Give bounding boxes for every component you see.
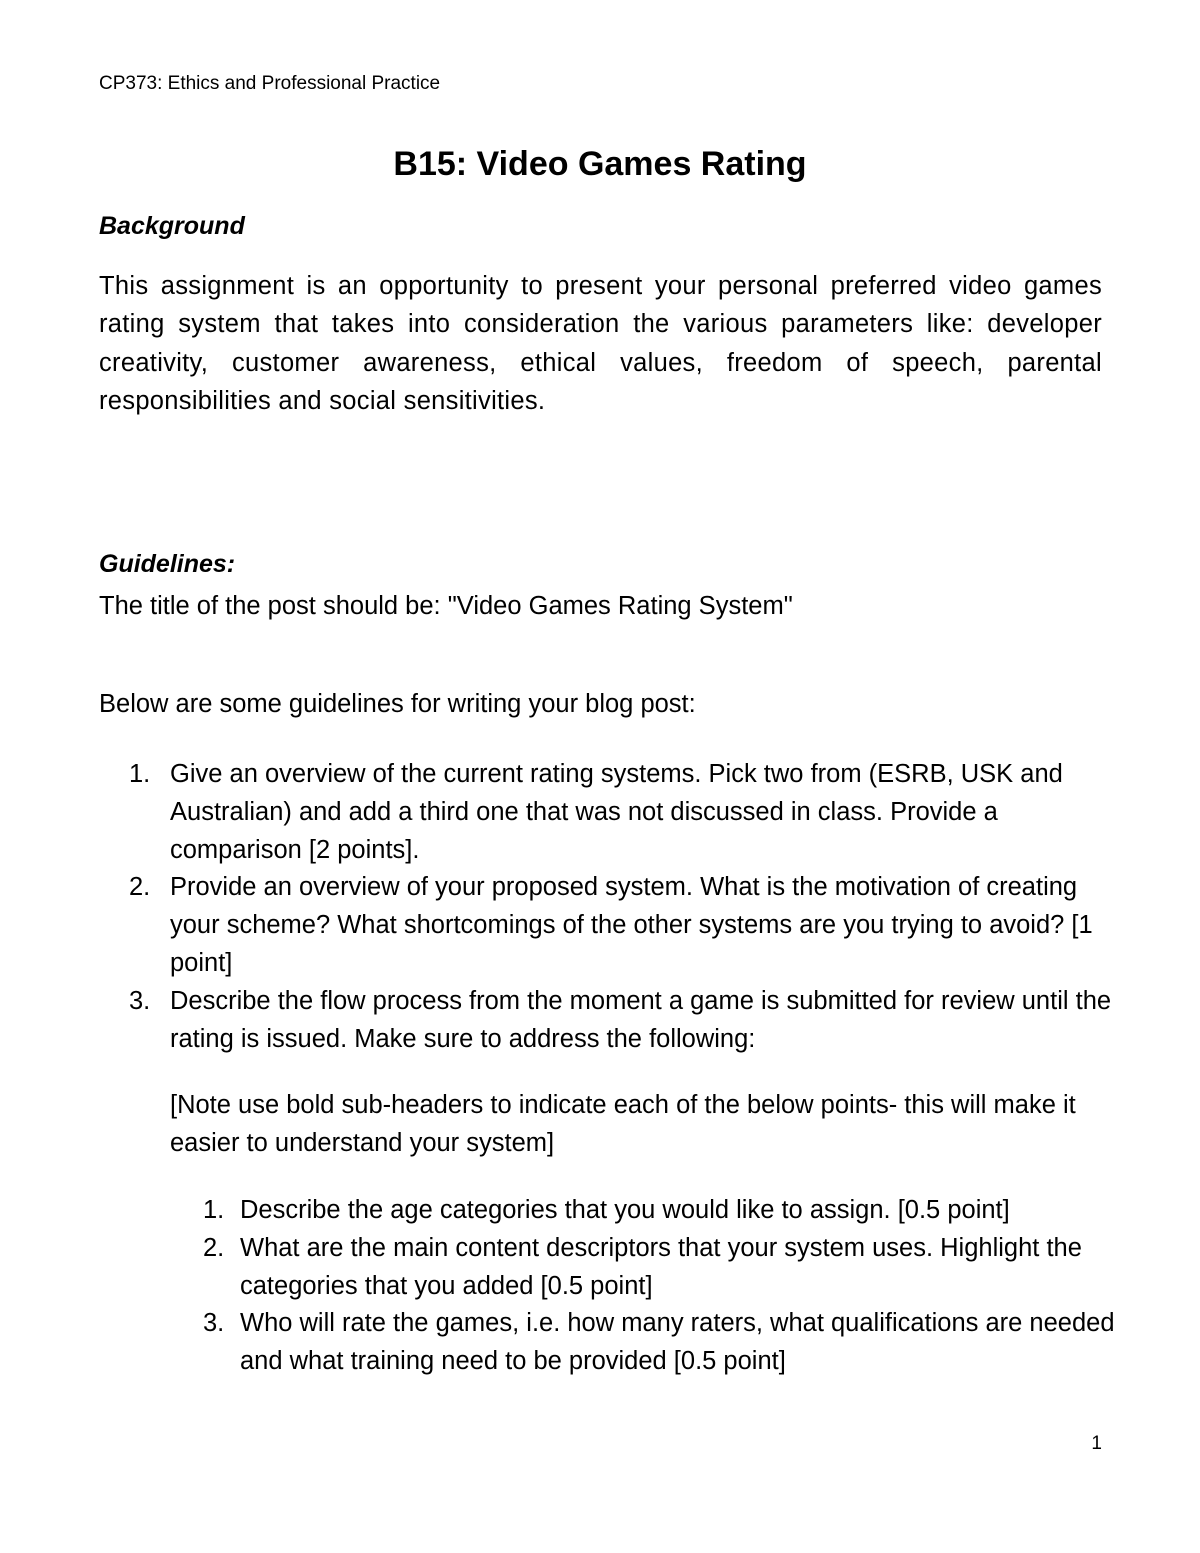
list-item-text: Provide an overview of your proposed system. What is the motivation of creating your scheme? What shortcomings of the other systems are you trying to avoid? [1 point] [170,873,1093,977]
sub-list-item-text: Describe the age categories that you would like to assign. [0.5 point] [240,1195,1010,1224]
sub-list-item-number: 1. [203,1195,225,1224]
guidelines-intro: Below are some guidelines for writing your blog post: [99,690,696,718]
sub-list-item-number: 3. [203,1309,225,1338]
guidelines-heading: Guidelines: [99,550,236,578]
list-item-number: 2. [129,873,151,902]
sub-list-item [203,1230,1115,1306]
sub-list-item [203,1192,1115,1230]
page-number: 1 [1091,1433,1102,1454]
list-item-text: Give an overview of the current rating systems. Pick two from (ESRB, USK and Australian) and add a third one that was not discussed in class. Provide a comparison [2 points]. [170,760,1063,864]
list-item [129,869,1115,982]
sub-header-note: [Note use bold sub-headers to indicate each of the below points- this will make it easier to understand your system] [170,1091,1076,1158]
background-heading: Background [99,212,245,240]
guidelines-list [129,756,1115,1381]
list-item-number: 1. [129,760,151,788]
sub-list-item [203,1305,1115,1381]
list-item-text: Describe the flow process from the moment a game is submitted for review until the rating is issued. Make sure to address the following: [170,986,1112,1053]
list-item-number: 3. [129,986,151,1015]
sub-list-item-text: What are the main content descriptors that your system uses. Highlight the categories that you added [0.5 point] [240,1233,1082,1300]
document-title: B15: Video Games Rating [393,145,807,183]
sub-list-item-number: 2. [203,1233,225,1262]
list-item [129,983,1115,1381]
course-header: CP373: Ethics and Professional Practice [99,73,441,94]
post-title-instruction: The title of the post should be: "Video Games Rating System" [99,592,793,620]
list-item [129,756,1115,869]
sub-list-item-text: Who will rate the games, i.e. how many raters, what qualifications are needed and what training need to be provided [0.5 point] [240,1309,1115,1376]
sub-list [170,1192,1115,1381]
background-paragraph: This assignment is an opportunity to present your personal preferred video games rating system that takes into consideration the various parameters like: developer creativity, customer awareness, ethical values, freedom of speech, parental responsibilities and social sensitivities. [99,272,1102,415]
